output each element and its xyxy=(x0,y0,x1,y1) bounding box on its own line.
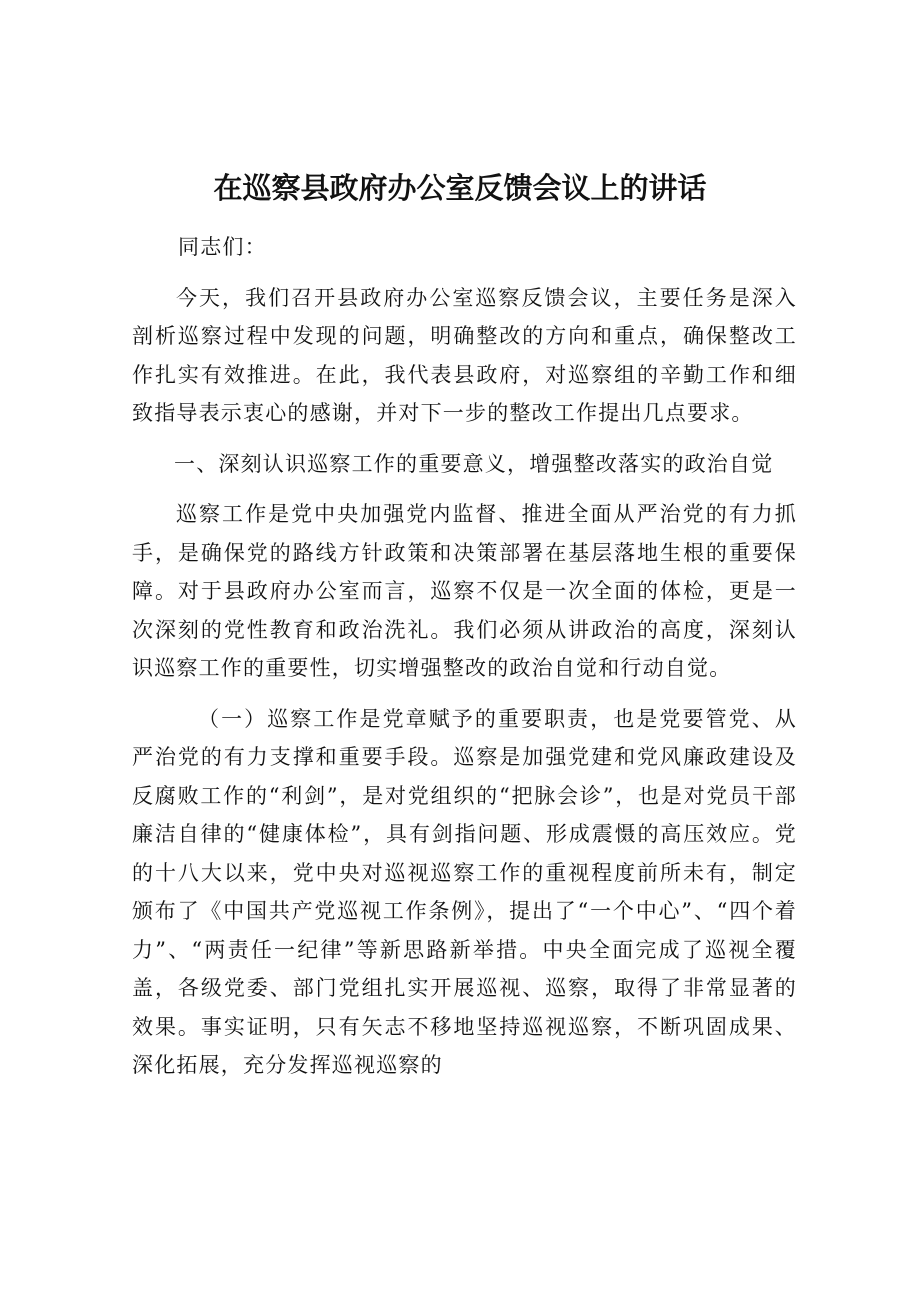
paragraph-section-1: 巡察工作是党中央加强党内监督、推进全面从严治党的有力抓手，是确保党的路线方针政策和决策部署在基层落地生根的重要保障。对于县政府办公室而言，巡察不仅是一次全面的体检，更是一次深刻的党性教育和政治洗礼。我们必须从讲政治的高度，深刻认识巡察工作的重要性，切实增强整改的政治自觉和行动自觉。 xyxy=(132,502,797,680)
paragraph-opening: 今天，我们召开县政府办公室巡察反馈会议，主要任务是深入剖析巡察过程中发现的问题，明确整改的方向和重点，确保整改工作扎实有效推进。在此，我代表县政府，对巡察组的辛勤工作和细致指导表示衷心的感谢，并对下一步的整改工作提出几点要求。 xyxy=(132,285,797,425)
document-body xyxy=(132,228,797,1097)
document-title: 在巡察县政府办公室反馈会议上的讲话 xyxy=(213,171,707,205)
section-heading-1: 一、深刻认识巡察工作的重要意义，增强整改落实的政治自觉 xyxy=(174,451,774,476)
salutation: 同志们： xyxy=(178,235,267,259)
subsection-1: （一）巡察工作是党章赋予的重要职责，也是党要管党、从严治党的有力支撑和重要手段。巡察是加强党建和党风廉政建设及反腐败工作的“利剑”，是对党组织的“把脉会诊”，也是对党员干部廉洁自律的“健康体检”，具有剑指问题、形成震慑的高压效应。党的十八大以来，党中央对巡视巡察工作的重视程度前所未有，制定颁布了《中国共产党巡视工作条例》，提出了“一个中心”、“四个着力”、“两责任一纪律”等新思路新举措。中央全面完成了巡视全覆盖，各级党委、部门党组扎实开展巡视、巡察，取得了非常显著的效果。事实证明，只有矢志不移地坚持巡视巡察，不断巩固成果、深化拓展，充分发挥巡视巡察的 xyxy=(132,706,797,1077)
